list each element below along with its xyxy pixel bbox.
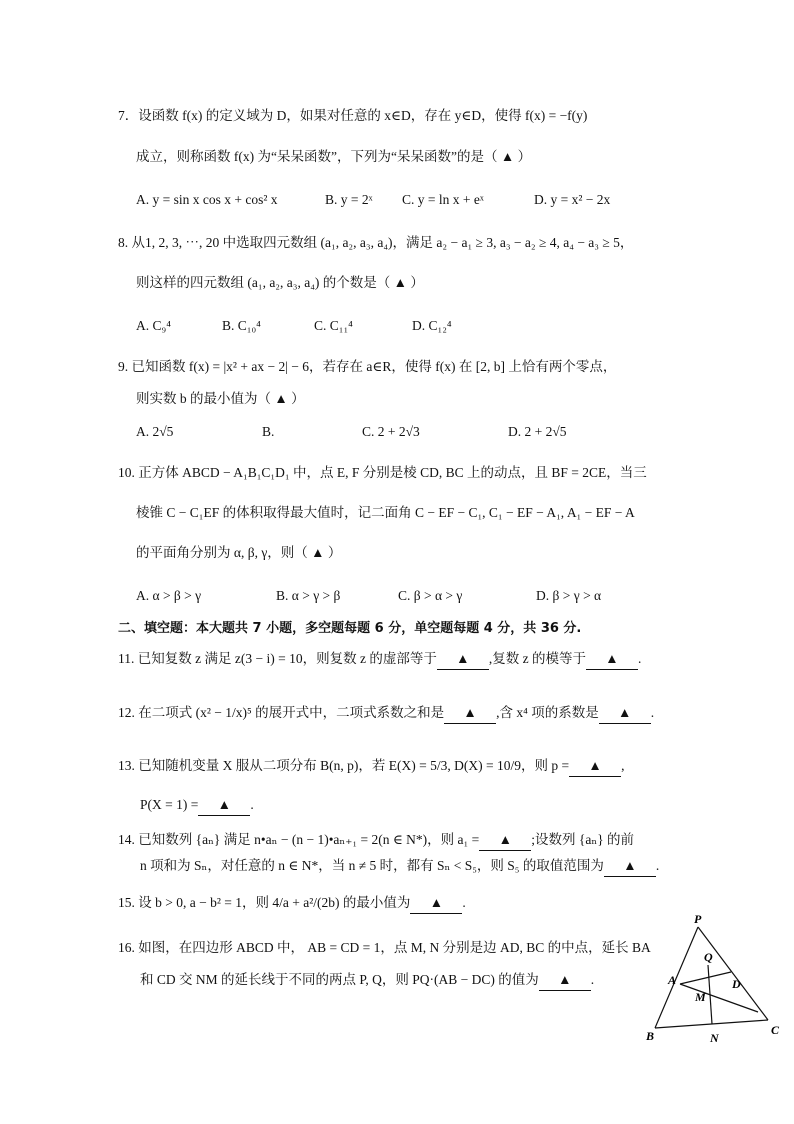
q11-text-a: 11. 已知复数 z 满足 z(3 − i) = 10，则复数 z 的虚部等于 — [118, 651, 437, 666]
q11-text-c: . — [637, 651, 642, 666]
q9-option-c: C. 2 + 2√3 — [362, 424, 420, 439]
q12 — [118, 703, 654, 724]
q9-option-b: B. — [262, 424, 275, 439]
q14-text-d: . — [655, 858, 660, 873]
q9-option-a: A. 2√5 — [136, 424, 174, 439]
figure-label-d: D — [732, 977, 741, 991]
figure-label-b: B — [646, 1029, 655, 1043]
q10-option-d: D. β > γ > α — [536, 588, 602, 603]
figure-label-n: N — [710, 1031, 719, 1045]
q14-text-b: ;设数列 {aₙ} 的前 — [531, 832, 635, 847]
q14-blank-1: ▲ — [479, 830, 531, 851]
q9-line2: 则实数 b 的最小值为（ ▲ ） — [136, 391, 305, 406]
figure-line-ad — [680, 972, 731, 984]
q16-line2 — [140, 970, 594, 991]
q14-line1 — [118, 830, 634, 851]
q13-text-c: P(X = 1) = — [140, 797, 199, 812]
q13-line2 — [140, 795, 254, 816]
q12-text-a: 12. 在二项式 (x² − 1/x)⁵ 的展开式中，二项式系数之和是 — [118, 705, 445, 720]
q8-option-a: A. C₉⁴ — [136, 318, 171, 333]
q7-option-a: A. y = sin x cos x + cos² x — [136, 192, 278, 207]
q7-option-d: D. y = x² − 2x — [534, 192, 611, 207]
q12-blank-1: ▲ — [444, 703, 496, 724]
q13-blank-2: ▲ — [198, 795, 250, 816]
q10-option-a: A. α > β > γ — [136, 588, 202, 603]
q8-line2: 则这样的四元数组 (a₁, a₂, a₃, a₄) 的个数是（ ▲ ） — [136, 275, 424, 290]
q13-blank-1: ▲ — [569, 756, 621, 777]
q15-text-b: . — [462, 895, 466, 910]
q11-text-b: ,复数 z 的模等于 — [488, 651, 586, 666]
quadrilateral-figure — [640, 912, 790, 1052]
q11 — [118, 649, 641, 670]
q13-line1 — [118, 756, 624, 777]
figure-line-ad-seg — [680, 984, 758, 1012]
figure-label-m: M — [695, 990, 706, 1004]
q16-line1: 16. 如图，在四边形 ABCD 中， AB = CD = 1，点 M, N 分别是边 AD, BC 的中点，延长 BA — [118, 940, 651, 955]
q14-text-c: n 项和为 Sₙ，对任意的 n ∈ N*，当 n ≠ 5 时，都有 Sₙ < S₅，则 S₅ 的取值范围为 — [140, 858, 604, 873]
q12-text-b: ,含 x⁴ 项的系数是 — [496, 705, 599, 720]
q13-text-a: 13. 已知随机变量 X 服从二项分布 B(n, p)，若 E(X) = 5/3, D(X) = 10/9，则 p = — [118, 758, 570, 773]
figure-label-a: A — [668, 973, 677, 987]
q10-option-c: C. β > α > γ — [398, 588, 463, 603]
q10-line3: 的平面角分别为 α, β, γ，则（ ▲ ） — [136, 545, 342, 560]
q12-text-c: . — [650, 705, 655, 720]
q11-blank-2: ▲ — [586, 649, 638, 670]
q15-text-a: 15. 设 b > 0, a − b² = 1，则 4/a + a²/(2b) 的最小值为 — [118, 895, 411, 910]
q12-blank-2: ▲ — [599, 703, 651, 724]
q7-option-c: C. y = ln x + eˣ — [402, 192, 484, 207]
q11-blank-1: ▲ — [437, 649, 489, 670]
q7-line1: 7．设函数 f(x) 的定义域为 D，如果对任意的 x∈D，存在 y∈D，使得 f(x) = −f(y) — [118, 108, 588, 123]
q15 — [118, 893, 466, 914]
figure-line-pb — [655, 927, 698, 1028]
figure-label-c: C — [771, 1023, 780, 1037]
q13-text-b: , — [621, 758, 625, 773]
q16-blank-1: ▲ — [539, 970, 591, 991]
q8-option-b: B. C₁₀⁴ — [222, 318, 261, 333]
q14-text-a: 14. 已知数列 {aₙ} 满足 n•aₙ − (n − 1)•aₙ₊₁ = 2(n ∈ N*)，则 a₁ = — [118, 832, 480, 847]
section-fill-in-heading: 二、填空题：本大题共 7 小题，多空题每题 6 分，单空题每题 4 分，共 36 分. — [118, 621, 582, 636]
q9-option-d: D. 2 + 2√5 — [508, 424, 567, 439]
q8-line1: 8. 从1, 2, 3, ⋯, 20 中选取四元数组 (a₁, a₂, a₃, a₄)，满足 a₂ − a₁ ≥ 3, a₃ − a₂ ≥ 4, a₄ − a₃ ≥ 5， — [118, 235, 634, 250]
q9-line1: 9. 已知函数 f(x) = |x² + ax − 2| − 6，若存在 a∈R，使得 f(x) 在 [2, b] 上恰有两个零点， — [118, 359, 617, 374]
q10-line1: 10. 正方体 ABCD − A₁B₁C₁D₁ 中，点 E, F 分别是棱 CD, BC 上的动点，且 BF = 2CE，当三 — [118, 465, 647, 480]
q13-text-d: . — [250, 797, 254, 812]
q15-blank-1: ▲ — [410, 893, 462, 914]
q10-option-b: B. α > γ > β — [276, 588, 341, 603]
q14-line2 — [140, 856, 659, 877]
q8-option-c: C. C₁₁⁴ — [314, 318, 353, 333]
q10-line2: 棱锥 C − C₁EF 的体积取得最大值时，记二面角 C − EF − C₁, C₁ − EF − A₁, A₁ − EF − A — [136, 505, 635, 520]
q7-option-b: B. y = 2ˣ — [325, 192, 373, 207]
q16-text-a: 和 CD 交 NM 的延长线于不同的两点 P, Q，则 PQ·(AB − DC) 的值为 — [140, 972, 539, 987]
q7-line2: 成立，则称函数 f(x) 为“呆呆函数”，下列为“呆呆函数”的是（ ▲ ） — [136, 149, 532, 164]
q14-blank-2: ▲ — [604, 856, 656, 877]
q16-text-b: . — [590, 972, 595, 987]
q8-option-d: D. C₁₂⁴ — [412, 318, 452, 333]
figure-label-p: P — [694, 912, 702, 926]
figure-label-q: Q — [704, 950, 713, 964]
